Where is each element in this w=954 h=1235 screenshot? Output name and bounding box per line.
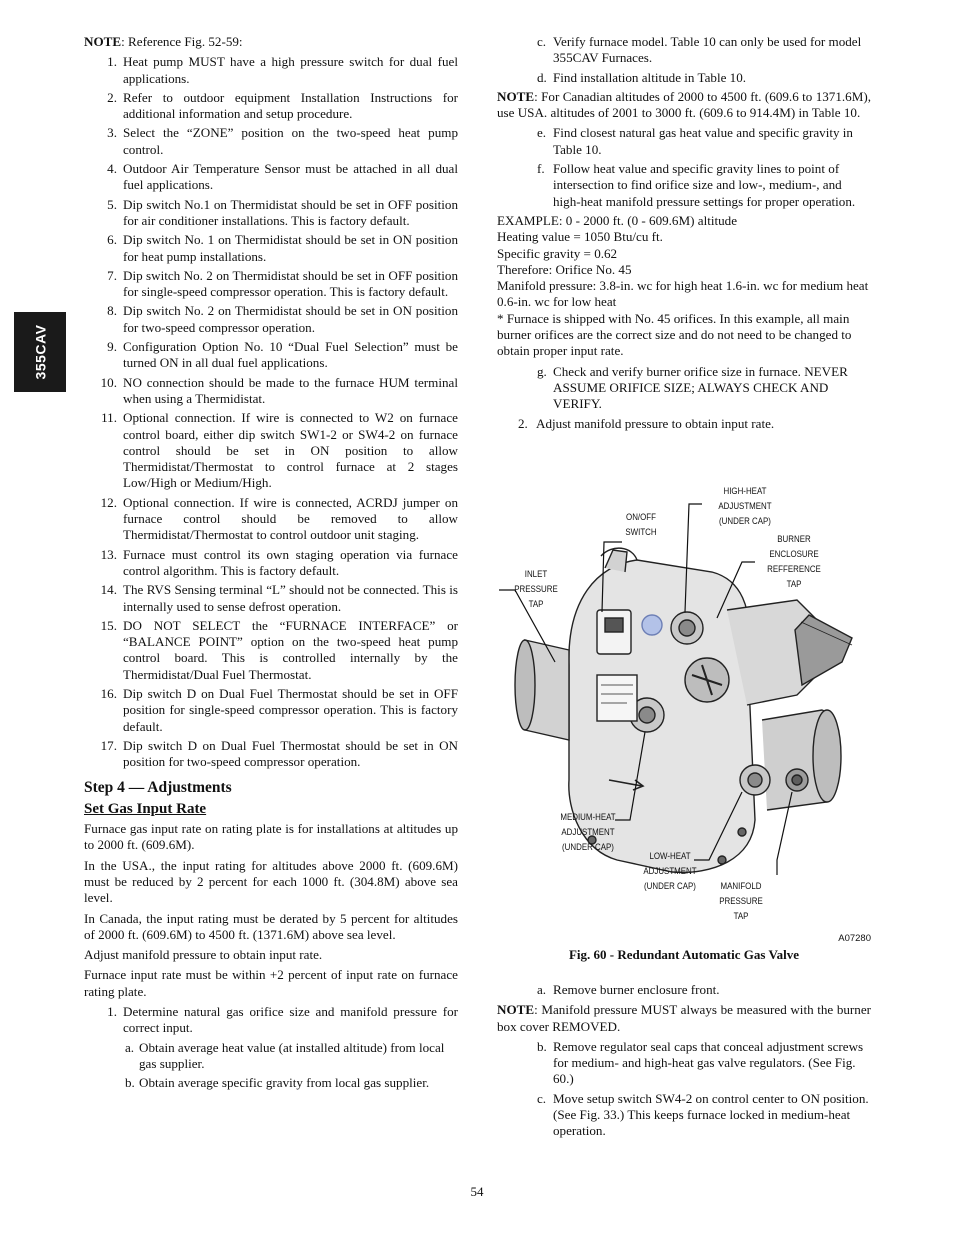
sub-item: b. Obtain average specific gravity from local gas supplier. bbox=[125, 1075, 430, 1091]
sub-item: b. Remove regulator seal caps that conceal adjustment screws for medium‑ and high‑heat gas valve regulators. (See Fig. 60.) bbox=[537, 1038, 864, 1087]
note-item: 6. Dip switch No. 1 on Thermidistat should be set in ON position for heat pump installations. bbox=[107, 232, 458, 264]
sub-item: a. Remove burner enclosure front. bbox=[537, 982, 720, 997]
side-tab: 355CAV bbox=[14, 312, 66, 392]
example-line: EXAMPLE: 0 ‑ 2000 ft. (0 ‑ 609.6M) altitude bbox=[497, 212, 738, 228]
sub-item: a. Obtain average heat value (at installed altitude) from local gas supplier. bbox=[125, 1039, 445, 1071]
note-item: 3. Select the “ZONE” position on the two‑speed heat pump control. bbox=[107, 125, 458, 157]
gas-valve-figure bbox=[497, 480, 871, 944]
label-high-heat-adjustment: HIGH-HEAT ADJUSTMENT (UNDER CAP) bbox=[718, 486, 772, 526]
sub-list bbox=[497, 1039, 871, 1140]
right-column-lower bbox=[497, 982, 871, 1143]
section-heading: Set Gas Input Rate bbox=[84, 800, 207, 817]
paragraph: In the USA., the input rating for altitudes above 2000 ft. (609.6M) must be reduced by 2 percent for each 1000 ft. (304.8M) above sea level. bbox=[84, 857, 458, 906]
step-item: 2. Adjust manifold pressure to obtain input rate. bbox=[518, 415, 775, 431]
note-reference: NOTE: Reference Fig. 52‑59: bbox=[84, 34, 243, 49]
note-item: 4. Outdoor Air Temperature Sensor must be attached in all dual fuel applications. bbox=[107, 161, 458, 193]
note-canada: NOTE: For Canadian altitudes of 2000 to 4500 ft. (609.6 to 1371.6M), use USA. altitudes of 2001 to 3000 ft. (609.6 to 914.4M) in Table 10. bbox=[497, 88, 871, 121]
right-column bbox=[497, 34, 871, 435]
list-item: 1. Determine natural gas orifice size and manifold pressure for correct input. bbox=[107, 1004, 458, 1036]
label-manifold-pressure-tap: MANIFOLD PRESSURE TAP bbox=[719, 881, 763, 921]
example-line: Therefore: Orifice No. 45 bbox=[497, 261, 632, 277]
sub-item: c. Move setup switch SW4‑2 on control center to ON position. (See Fig. 33.) This keeps furnace locked in medium‑heat operation. bbox=[537, 1090, 869, 1139]
sub-list bbox=[497, 125, 871, 209]
note-item: 14. The RVS Sensing terminal “L” should not be connected. This is internally used to sense defrost operation. bbox=[100, 582, 458, 614]
label-burner-enclosure-tap: BURNER ENCLOSURE REFFERENCE TAP bbox=[767, 534, 821, 589]
note-item: 2. Refer to outdoor equipment Installation Instructions for additional information and setup procedure. bbox=[107, 89, 458, 122]
sub-item: d. Find installation altitude in Table 10. bbox=[537, 69, 747, 85]
paragraph: In Canada, the input rating must be derated by 5 percent for altitudes of 2000 ft. (609.6M) to 4500 ft. (1371.6M) above sea level. bbox=[84, 910, 458, 942]
sub-item: c. Verify furnace model. Table 10 can only be used for model 355CAV Furnaces. bbox=[537, 34, 862, 66]
note-item: 12. Optional connection. If wire is connected, ACRDJ jumper on furnace control should be removed to allow Thermidistat/Thermostat to control outdoor unit staging. bbox=[100, 494, 458, 543]
example-line: Manifold pressure: 3.8‑in. wc for high heat 1.6‑in. wc for medium heat 0.6‑in. wc for low heat bbox=[497, 278, 869, 310]
note-item: 9. Configuration Option No. 10 “Dual Fuel Selection” must be turned ON in all dual fuel applications. bbox=[107, 339, 458, 371]
example-line: Heating value = 1050 Btu/cu ft. bbox=[497, 229, 663, 245]
page-number: 54 bbox=[470, 1184, 484, 1199]
figure-caption: Fig. 60 ‑ Redundant Automatic Gas Valve bbox=[568, 947, 800, 962]
note-item: 10. NO connection should be made to the furnace HUM terminal when using a Thermidistat. bbox=[100, 374, 458, 406]
figure-id: A07280 bbox=[838, 933, 871, 944]
note-item: 16. Dip switch D on Dual Fuel Thermostat should be set in OFF position for single‑speed compressor operation. This is factory default. bbox=[100, 685, 458, 734]
left-column bbox=[84, 34, 458, 1095]
paragraph: Furnace gas input rate on rating plate is for installations at altitudes up to 2000 ft. (609.6M). bbox=[84, 821, 458, 853]
example-line: Specific gravity = 0.62 bbox=[497, 245, 618, 261]
sub-list bbox=[497, 982, 871, 998]
sub-list bbox=[497, 364, 871, 413]
note-item: 11. Optional connection. If wire is connected to W2 on furnace control board, either dip switch SW1‑2 or SW4‑2 on furnace control should be set in ON position to allow Thermidistat/Thermostat to control furnace at 2 stages Low/High or Medium/High. bbox=[101, 410, 458, 491]
sub-item: f. Follow heat value and specific gravity lines to point of intersection to find orifice size and low‑, medium‑, and high‑heat manifold pressure settings for proper operation. bbox=[537, 161, 856, 209]
sub-item: e. Find closest natural gas heat value and specific gravity in Table 10. bbox=[537, 125, 853, 157]
note-item: 1. Heat pump MUST have a high pressure switch for dual fuel applications. bbox=[107, 54, 458, 86]
label-medium-heat-adjustment: MEDIUM-HEAT ADJUSTMENT (UNDER CAP) bbox=[560, 812, 616, 852]
label-low-heat-adjustment: LOW-HEAT ADJUSTMENT (UNDER CAP) bbox=[643, 851, 697, 891]
note-item: 7. Dip switch No. 2 on Thermidistat should be set in OFF position for single‑speed compressor operation. This is factory default. bbox=[107, 267, 458, 300]
step-heading: Step 4 — Adjustments bbox=[84, 779, 232, 797]
note-item: 5. Dip switch No.1 on Thermidistat should be set in OFF position for air conditioner installations. This is factory default. bbox=[107, 196, 458, 228]
sub-list bbox=[84, 1040, 458, 1092]
step-list bbox=[84, 1004, 458, 1037]
sub-list bbox=[497, 34, 871, 86]
paragraph: Furnace input rate must be within +2 percent of input rate on furnace rating plate. bbox=[84, 967, 458, 999]
note-item: 8. Dip switch No. 2 on Thermidistat should be set in ON position for two‑speed compressor operation. bbox=[107, 303, 458, 335]
example-line: * Furnace is shipped with No. 45 orifices. In this example, all main burner orifices are the correct size and do not need to be changed to obtain proper input rate. bbox=[497, 310, 852, 359]
label-inlet-pressure-tap: INLET PRESSURE TAP bbox=[514, 569, 558, 609]
paragraph: Adjust manifold pressure to obtain input rate. bbox=[84, 947, 323, 963]
example-block bbox=[497, 213, 871, 360]
note-item: 13. Furnace must control its own staging operation via furnace control algorithm. This is factory default. bbox=[100, 546, 458, 578]
note-manifold: NOTE: Manifold pressure MUST always be measured with the burner box cover REMOVED. bbox=[497, 1002, 871, 1034]
sub-item: g. Check and verify burner orifice size in furnace. NEVER ASSUME ORIFICE SIZE; ALWAYS CHECK AND VERIFY. bbox=[537, 363, 848, 412]
note-item: 15. DO NOT SELECT the “FURNACE INTERFACE” or “BALANCE POINT” option on the two‑speed heat pump control board. This is controlled internally by the Thermidistat/Dual Fuel Thermostat. bbox=[100, 617, 458, 682]
note-item: 17. Dip switch D on Dual Fuel Thermostat should be set in ON position for two‑speed compressor operation. bbox=[100, 737, 458, 770]
label-onoff-switch: ON/OFF SWITCH bbox=[625, 512, 657, 537]
note-list bbox=[84, 54, 458, 770]
